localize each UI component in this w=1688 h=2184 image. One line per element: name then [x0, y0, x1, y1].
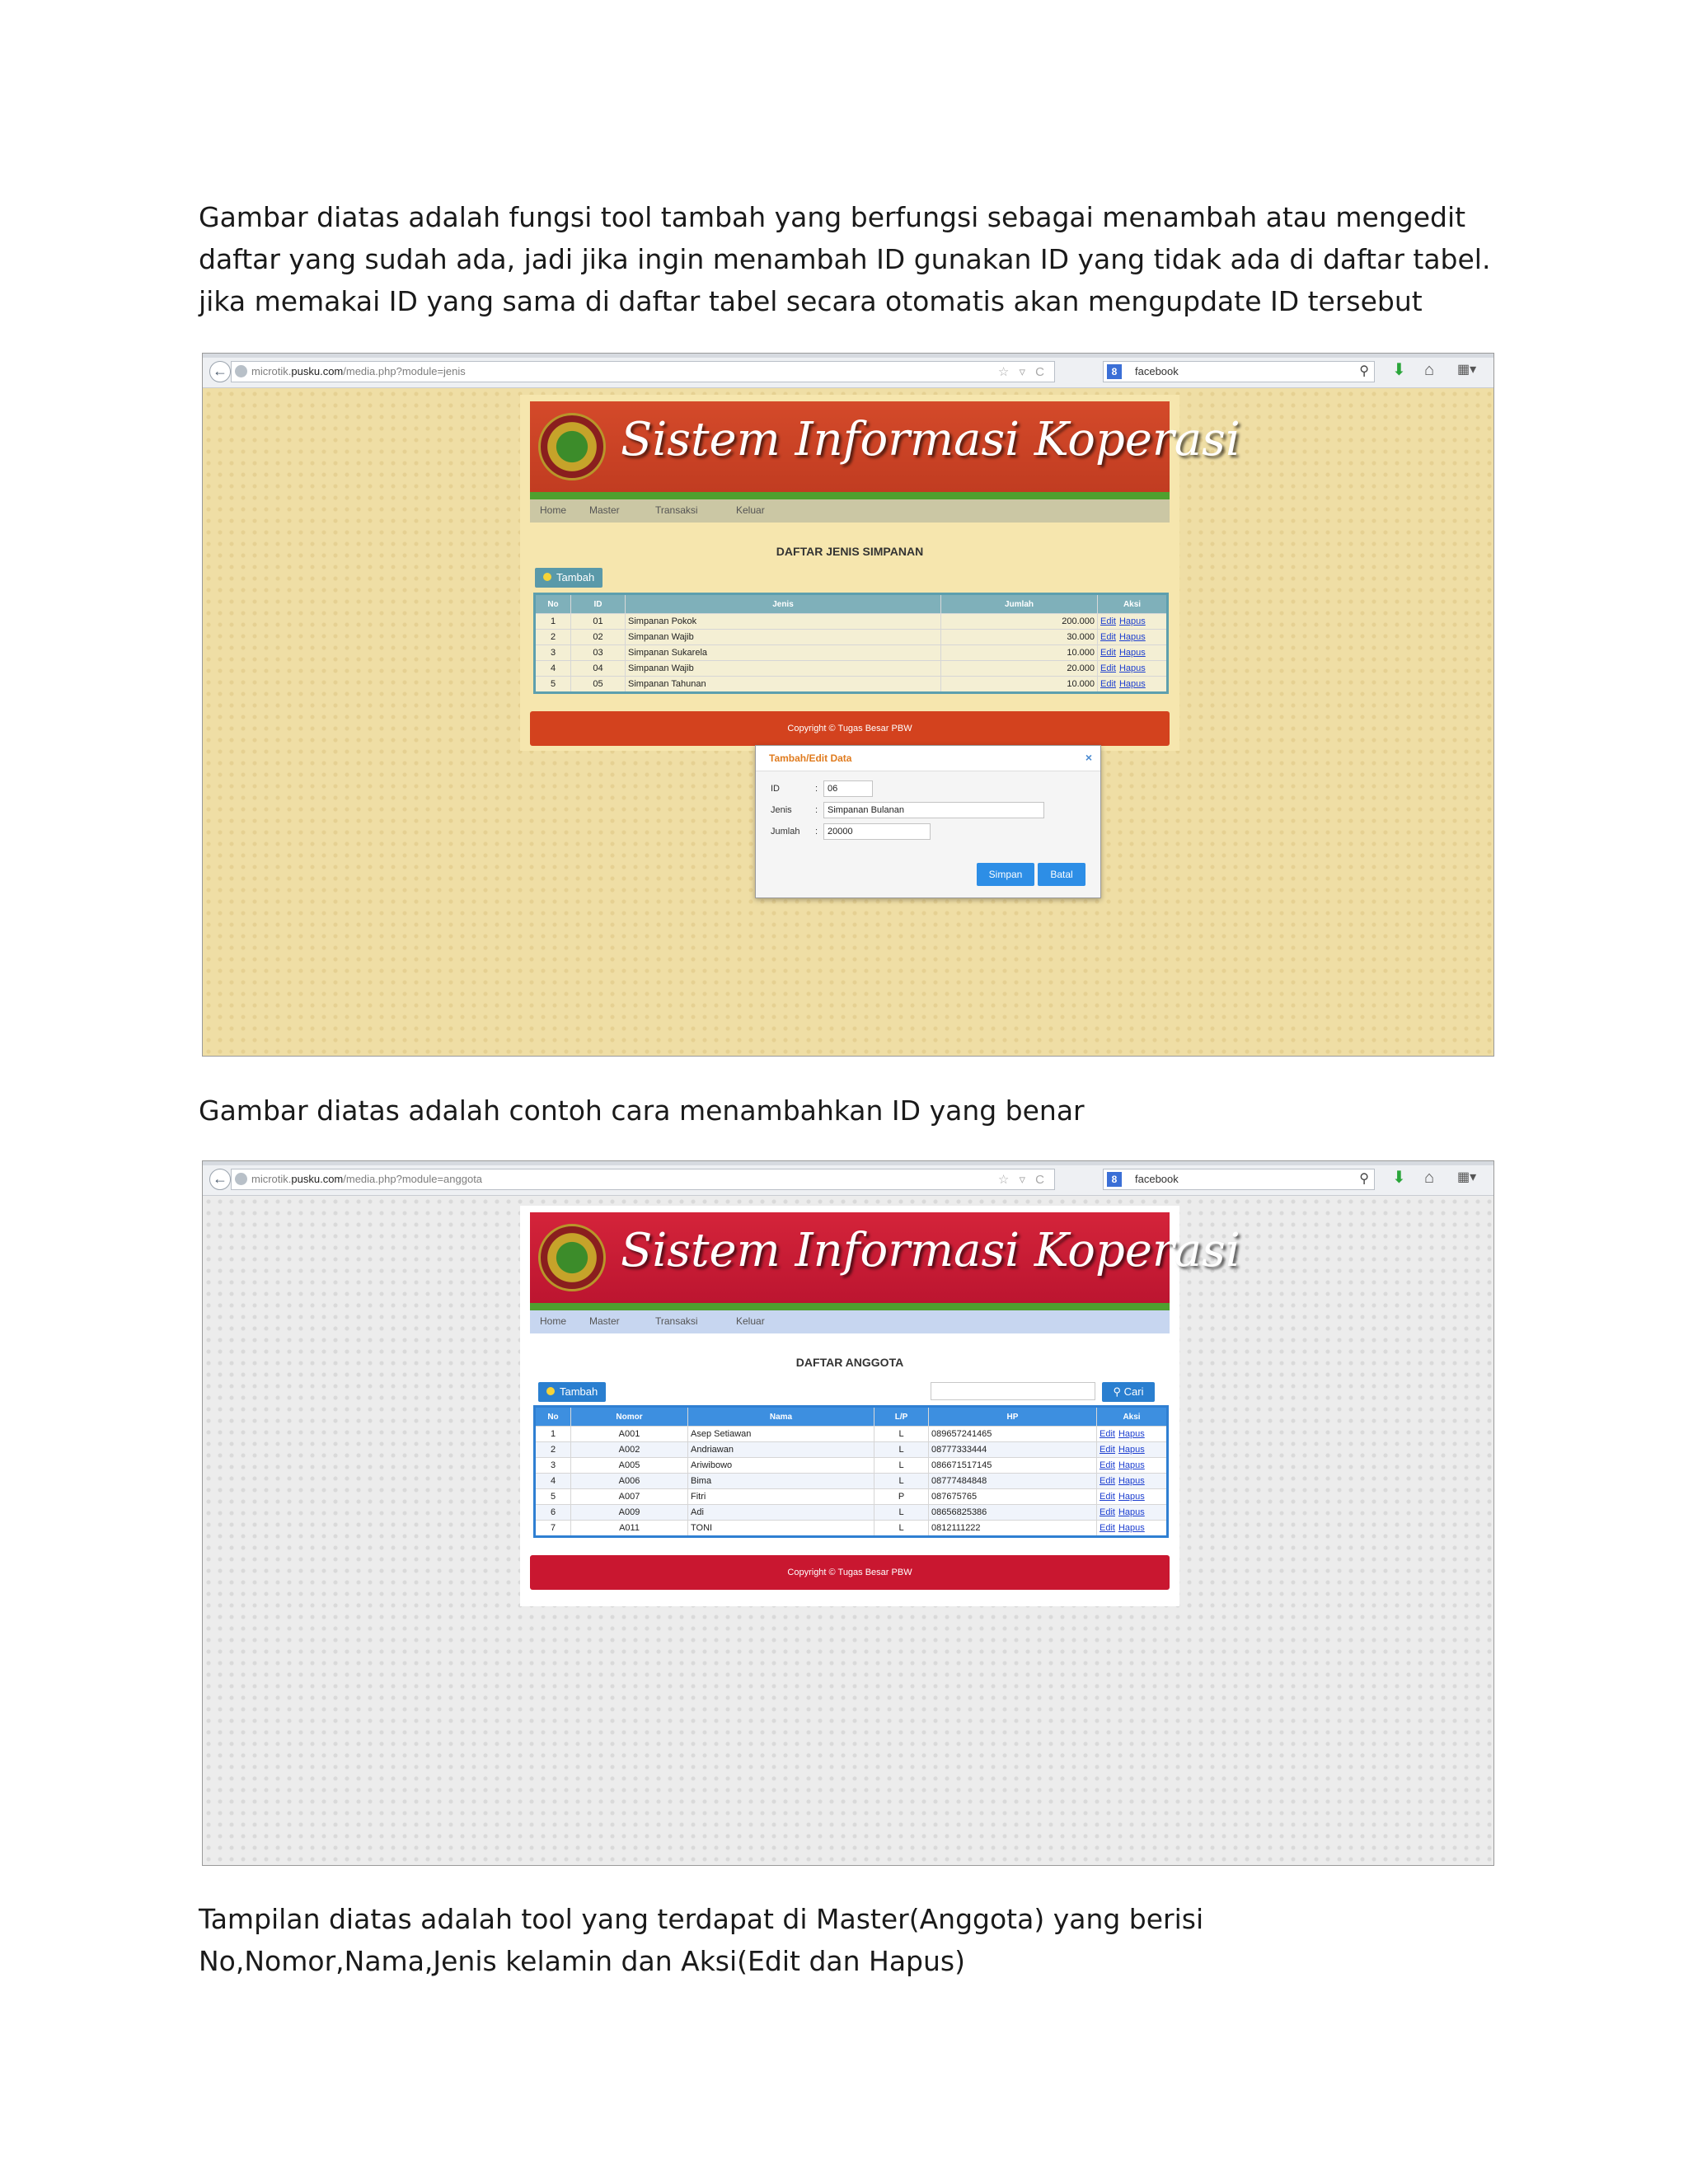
col-aksi: Aksi — [1098, 594, 1168, 614]
cell-jenis: Simpanan Sukarela — [626, 645, 941, 661]
cell-id: 01 — [571, 614, 626, 630]
google-icon: 8 — [1107, 1172, 1122, 1187]
site-footer: Copyright © Tugas Besar PBW — [530, 711, 1170, 746]
cell-no: 4 — [535, 661, 571, 677]
edit-link[interactable]: Edit — [1100, 616, 1116, 626]
app-page — [520, 1206, 1240, 1606]
cell-aksi — [1098, 645, 1168, 661]
bookmark-reload-icons[interactable]: ☆ ▿ C — [997, 1173, 1048, 1187]
cell-nama: Bima — [688, 1474, 874, 1489]
edit-link[interactable]: Edit — [1100, 1507, 1115, 1517]
jenis-label: Jenis — [771, 805, 792, 815]
cell-aksi — [1098, 677, 1168, 693]
delete-link[interactable]: Hapus — [1118, 1429, 1145, 1439]
page-title: DAFTAR JENIS SIMPANAN — [776, 545, 924, 558]
back-icon[interactable]: ← — [209, 361, 231, 382]
cell-nomor: A011 — [571, 1521, 688, 1537]
search-text: facebook — [1135, 1173, 1179, 1185]
tab-strip — [203, 1161, 1493, 1165]
table-row — [535, 661, 1168, 677]
cell-jumlah: 200.000 — [941, 614, 1098, 630]
edit-dialog — [755, 745, 1101, 898]
col-no: No — [535, 594, 571, 614]
table-row — [535, 1521, 1168, 1537]
cell-nama: Asep Setiawan — [688, 1427, 874, 1442]
dialog-title: Tambah/Edit Data — [769, 752, 852, 764]
col-jenis: Jenis — [626, 594, 941, 614]
edit-link[interactable]: Edit — [1100, 1476, 1115, 1486]
search-icon: ⚲ — [1113, 1385, 1124, 1398]
cell-aksi — [1098, 661, 1168, 677]
site-banner — [530, 401, 1240, 499]
search-box[interactable] — [1103, 1169, 1375, 1190]
edit-link[interactable]: Edit — [1100, 1429, 1115, 1439]
globe-icon — [235, 1173, 247, 1185]
banner-title: Sistem Informasi Koperasi — [621, 413, 1240, 466]
col-aksi: Aksi — [1097, 1407, 1168, 1427]
table-row — [535, 1489, 1168, 1505]
cell-jenis: Simpanan Wajib — [626, 630, 941, 645]
col-no: No — [535, 1407, 571, 1427]
cell-hp: 08777484848 — [929, 1474, 1097, 1489]
edit-link[interactable]: Edit — [1100, 663, 1116, 673]
id-separator: : — [815, 784, 818, 794]
cell-hp: 086671517145 — [929, 1458, 1097, 1474]
id-label: ID — [771, 784, 780, 794]
cell-no: 5 — [535, 1489, 571, 1505]
cell-aksi — [1097, 1521, 1168, 1537]
search-input[interactable] — [931, 1382, 1095, 1400]
cell-no: 6 — [535, 1505, 571, 1521]
paragraph-2: Gambar diatas adalah contoh cara menambahkan ID yang benar — [199, 1094, 1085, 1127]
cell-lp: L — [874, 1521, 929, 1537]
menu-master[interactable]: Master — [589, 1315, 620, 1327]
cell-no: 1 — [535, 614, 571, 630]
cell-no: 3 — [535, 1458, 571, 1474]
cell-nomor: A006 — [571, 1474, 688, 1489]
paragraph-3: Tampilan diatas adalah tool yang terdapat di Master(Anggota) yang berisi No,Nomor,Nama,Jenis kelamin dan Aksi(Edit dan Hapus) — [199, 1903, 1204, 1977]
cell-hp: 08656825386 — [929, 1505, 1097, 1521]
cell-nama: Ariwibowo — [688, 1458, 874, 1474]
cell-lp: L — [874, 1474, 929, 1489]
site-footer: Copyright © Tugas Besar PBW — [530, 1555, 1170, 1590]
cell-no: 5 — [535, 677, 571, 693]
address-bar[interactable] — [231, 361, 1055, 382]
globe-icon — [235, 365, 247, 377]
cell-jenis: Simpanan Pokok — [626, 614, 941, 630]
search-icon[interactable]: ⚲ — [1359, 364, 1369, 378]
bookmark-reload-icons[interactable]: ☆ ▿ C — [997, 365, 1048, 379]
simpanan-table — [533, 593, 1169, 694]
table-row — [535, 677, 1168, 693]
cell-aksi — [1097, 1458, 1168, 1474]
menu-home[interactable]: Home — [540, 1315, 567, 1327]
cell-nomor: A005 — [571, 1458, 688, 1474]
table-row — [535, 645, 1168, 661]
cell-jenis: Simpanan Tahunan — [626, 677, 941, 693]
cell-id: 05 — [571, 677, 626, 693]
edit-link[interactable]: Edit — [1100, 679, 1116, 689]
cell-lp: L — [874, 1505, 929, 1521]
delete-link[interactable]: Hapus — [1118, 679, 1146, 689]
cell-nama: TONI — [688, 1521, 874, 1537]
table-row — [535, 630, 1168, 645]
menu-keluar[interactable]: Keluar — [736, 504, 765, 516]
cell-lp: L — [874, 1442, 929, 1458]
menu-master[interactable]: Master — [589, 504, 620, 516]
col-nomor: Nomor — [571, 1407, 688, 1427]
edit-link[interactable]: Edit — [1100, 1445, 1115, 1455]
download-icon[interactable]: ⬇ — [1392, 361, 1406, 379]
app-page — [520, 395, 1240, 751]
edit-link[interactable]: Edit — [1100, 632, 1116, 642]
browser-toolbar — [203, 354, 1493, 388]
add-button[interactable]: Tambah — [538, 1382, 606, 1402]
delete-link[interactable]: Hapus — [1118, 663, 1146, 673]
edit-link[interactable]: Edit — [1100, 1492, 1115, 1502]
cell-aksi — [1097, 1505, 1168, 1521]
col-id: ID — [571, 594, 626, 614]
google-icon: 8 — [1107, 364, 1122, 379]
table-row — [535, 614, 1168, 630]
table-row — [535, 1442, 1168, 1458]
main-menu — [530, 499, 1170, 523]
back-icon[interactable]: ← — [209, 1169, 231, 1190]
page-title: DAFTAR ANGGOTA — [795, 1356, 904, 1369]
anggota-table — [533, 1405, 1169, 1538]
table-row — [535, 1458, 1168, 1474]
col-hp: HP — [929, 1407, 1097, 1427]
cell-hp: 089657241465 — [929, 1427, 1097, 1442]
cell-jumlah: 10.000 — [941, 677, 1098, 693]
cell-no: 2 — [535, 1442, 571, 1458]
search-button[interactable]: ⚲ Cari — [1102, 1382, 1155, 1402]
cell-id: 02 — [571, 630, 626, 645]
menu-home[interactable]: Home — [540, 504, 567, 516]
cell-hp: 087675765 — [929, 1489, 1097, 1505]
delete-link[interactable]: Hapus — [1118, 632, 1146, 642]
cell-no: 7 — [535, 1521, 571, 1537]
table-row — [535, 1427, 1168, 1442]
screenshot-jenis-simpanan — [202, 353, 1494, 1057]
coop-logo — [538, 1224, 606, 1291]
screenshot-anggota — [202, 1160, 1494, 1866]
cell-id: 04 — [571, 661, 626, 677]
cell-hp: 0812111222 — [929, 1521, 1097, 1537]
edit-link[interactable]: Edit — [1100, 1523, 1115, 1533]
delete-link[interactable]: Hapus — [1118, 1445, 1145, 1455]
site-banner — [530, 1212, 1240, 1310]
delete-link[interactable]: Hapus — [1118, 648, 1146, 658]
menu-icon[interactable]: ▦▾ — [1457, 363, 1477, 377]
search-icon[interactable]: ⚲ — [1359, 1172, 1369, 1186]
search-box[interactable] — [1103, 361, 1375, 382]
table-row — [535, 1474, 1168, 1489]
cell-jumlah: 10.000 — [941, 645, 1098, 661]
jumlah-label: Jumlah — [771, 827, 800, 837]
delete-link[interactable]: Hapus — [1118, 1476, 1145, 1486]
menu-transaksi[interactable]: Transaksi — [655, 504, 698, 516]
cell-nomor: A001 — [571, 1427, 688, 1442]
cell-nama: Andriawan — [688, 1442, 874, 1458]
cell-lp: P — [874, 1489, 929, 1505]
tab-strip — [203, 354, 1493, 358]
download-icon[interactable]: ⬇ — [1392, 1169, 1406, 1187]
jenis-field[interactable]: Simpanan Bulanan — [823, 802, 1044, 818]
add-icon — [546, 1387, 555, 1395]
edit-link[interactable]: Edit — [1100, 1460, 1115, 1470]
cell-no: 1 — [535, 1427, 571, 1442]
home-icon[interactable]: ⌂ — [1424, 361, 1435, 379]
address-bar[interactable] — [231, 1169, 1055, 1190]
cell-id: 03 — [571, 645, 626, 661]
cell-hp: 08777333444 — [929, 1442, 1097, 1458]
cell-nama: Adi — [688, 1505, 874, 1521]
cell-aksi — [1097, 1474, 1168, 1489]
delete-link[interactable]: Hapus — [1118, 1492, 1145, 1502]
search-text: facebook — [1135, 365, 1179, 377]
add-icon — [543, 573, 551, 581]
banner-title: Sistem Informasi Koperasi — [621, 1224, 1240, 1277]
delete-link[interactable]: Hapus — [1118, 1507, 1145, 1517]
jumlah-field[interactable]: 20000 — [823, 823, 931, 840]
delete-link[interactable]: Hapus — [1118, 1523, 1145, 1533]
url-text: microtik.pusku.com/media.php?module=jenis — [251, 365, 466, 377]
cell-jumlah: 30.000 — [941, 630, 1098, 645]
col-nama: Nama — [688, 1407, 874, 1427]
cell-nomor: A009 — [571, 1505, 688, 1521]
jumlah-separator: : — [815, 827, 818, 837]
add-button[interactable]: Tambah — [535, 568, 603, 588]
jenis-separator: : — [815, 805, 818, 815]
cell-aksi — [1098, 630, 1168, 645]
col-lp: L/P — [874, 1407, 929, 1427]
cell-nomor: A002 — [571, 1442, 688, 1458]
cell-aksi — [1097, 1442, 1168, 1458]
cell-no: 4 — [535, 1474, 571, 1489]
home-icon[interactable]: ⌂ — [1424, 1169, 1435, 1187]
url-text: microtik.pusku.com/media.php?module=anggota — [251, 1173, 483, 1185]
close-icon[interactable]: × — [1085, 751, 1092, 764]
cell-nama: Fitri — [688, 1489, 874, 1505]
coop-logo — [538, 413, 606, 480]
cell-no: 3 — [535, 645, 571, 661]
cell-jumlah: 20.000 — [941, 661, 1098, 677]
id-field[interactable]: 06 — [823, 780, 873, 797]
col-jumlah: Jumlah — [941, 594, 1098, 614]
save-button[interactable]: Simpan — [977, 863, 1034, 886]
table-row — [535, 1505, 1168, 1521]
menu-icon[interactable]: ▦▾ — [1457, 1170, 1477, 1184]
edit-link[interactable]: Edit — [1100, 648, 1116, 658]
paragraph-1: Gambar diatas adalah fungsi tool tambah yang berfungsi sebagai menambah atau mengedit daftar yang sudah ada, jadi jika ingin menambah ID gunakan ID yang tidak ada di daftar tabel. jika memakai ID yang sama di daftar tabel secara otomatis akan mengupdate ID tersebut — [199, 201, 1491, 317]
delete-link[interactable]: Hapus — [1118, 616, 1146, 626]
cell-aksi — [1097, 1427, 1168, 1442]
cell-lp: L — [874, 1427, 929, 1442]
main-menu — [530, 1310, 1170, 1333]
cancel-button[interactable]: Batal — [1038, 863, 1085, 886]
cell-no: 2 — [535, 630, 571, 645]
menu-keluar[interactable]: Keluar — [736, 1315, 765, 1327]
cell-jenis: Simpanan Wajib — [626, 661, 941, 677]
delete-link[interactable]: Hapus — [1118, 1460, 1145, 1470]
menu-transaksi[interactable]: Transaksi — [655, 1315, 698, 1327]
cell-aksi — [1098, 614, 1168, 630]
cell-lp: L — [874, 1458, 929, 1474]
cell-aksi — [1097, 1489, 1168, 1505]
browser-toolbar — [203, 1161, 1493, 1196]
dialog-header — [756, 746, 1100, 771]
cell-nomor: A007 — [571, 1489, 688, 1505]
